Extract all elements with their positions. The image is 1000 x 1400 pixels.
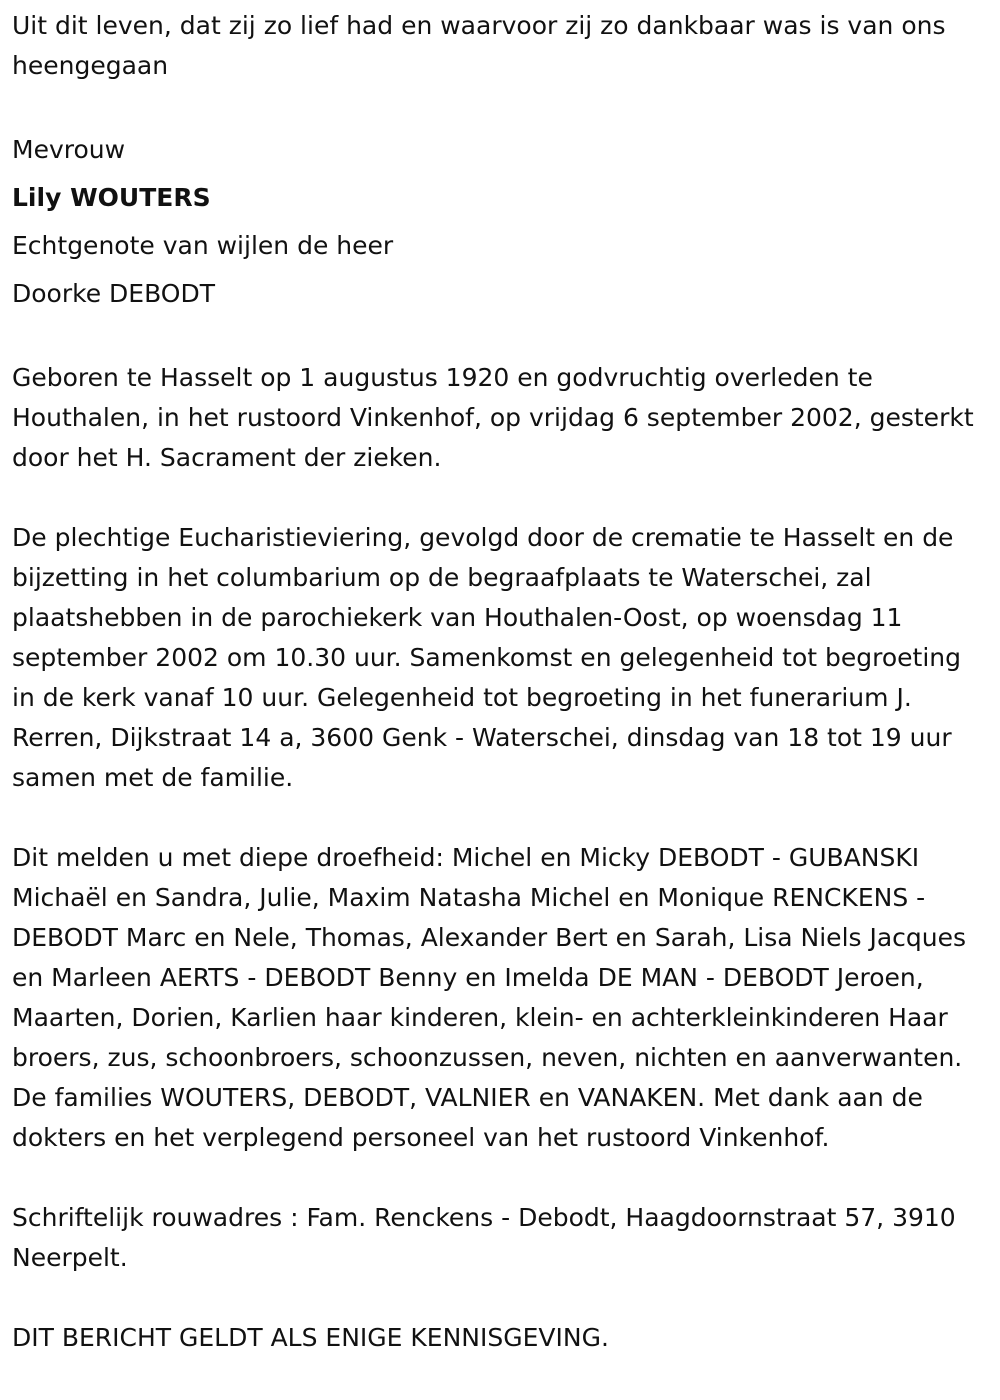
intro-text: Uit dit leven, dat zij zo lief had en waarvoor zij zo dankbaar was is van ons heengegaan bbox=[12, 11, 954, 80]
spacer bbox=[12, 86, 988, 126]
deceased-name: Lily WOUTERS bbox=[12, 183, 211, 212]
spacer bbox=[12, 798, 988, 838]
spouse-line-1: Echtgenote van wijlen de heer bbox=[12, 231, 394, 260]
spacer bbox=[12, 318, 988, 358]
spacer bbox=[12, 1158, 988, 1198]
family-text: Dit melden u met diepe droefheid: Michel en Micky DEBODT - GUBANSKI Michaël en Sandra, Julie, Maxim Natasha Michel en Monique RENCKENS - DEBODT Marc en Nele, Thomas, Alexander Bert en Sarah, Lisa Niels Jacques en Marleen AERTS - DEBODT Benny en Imelda DE MAN - DEBODT Jeroen, Maarten, Dorien, Karlien haar kinderen, klein- en achterkleinkinderen Haar broers, zus, schoonbroers, schoonzussen, neven, nichten en aanverwanten. De families WOUTERS, DEBODT, VALNIER en VANAKEN. Met dank aan de dokters en het verplegend personeel van het rustoord Vinkenhof. bbox=[12, 843, 974, 1152]
spacer bbox=[12, 478, 988, 518]
notice-text: DIT BERICHT GELDT ALS ENIGE KENNISGEVING. bbox=[12, 1323, 609, 1352]
title-prefix: Mevrouw bbox=[12, 135, 126, 164]
spacer bbox=[12, 1278, 988, 1318]
address-text: Schriftelijk rouwadres : Fam. Renckens - Debodt, Haagdoornstraat 57, 3910 Neerpelt. bbox=[12, 1203, 964, 1272]
spouse-line-2: Doorke DEBODT bbox=[12, 279, 215, 308]
birth-death-text: Geboren te Hasselt op 1 augustus 1920 en godvruchtig overleden te Houthalen, in het rustoord Vinkenhof, op vrijdag 6 september 2002, gesterkt door het H. Sacrament der zieken. bbox=[12, 363, 982, 472]
ceremony-text: De plechtige Eucharistieviering, gevolgd door de crematie te Hasselt en de bijzetting in het columbarium op de begraafplaats te Waterschei, zal plaatshebben in de parochiekerk van Houthalen-Oost, op woensdag 11 september 2002 om 10.30 uur. Samenkomst en gelegenheid tot begroeting in de kerk vanaf 10 uur. Gelegenheid tot begroeting in het funerarium J. Rerren, Dijkstraat 14 a, 3600 Genk - Waterschei, dinsdag van 18 tot 19 uur samen met de familie. bbox=[12, 523, 969, 792]
